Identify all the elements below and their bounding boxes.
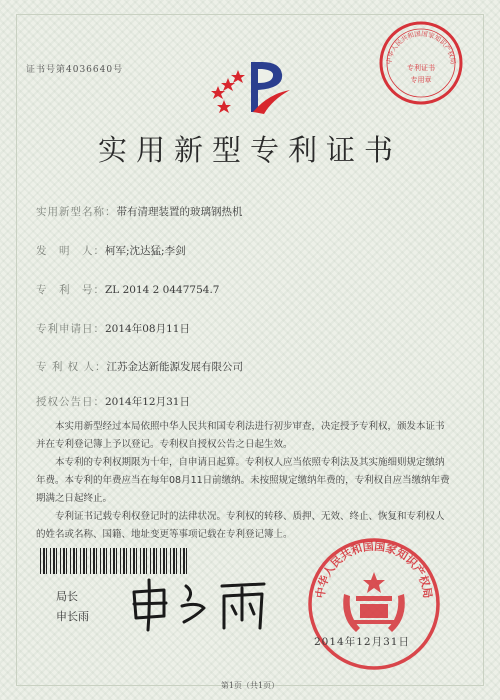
certificate-body-text [36,418,450,544]
field-label: 发 明 人： [36,245,105,257]
field-label: 专 利 权 人： [36,361,107,373]
certificate-title: 实用新型专利证书 [97,133,402,167]
field-inventors [36,243,186,258]
field-value: ZL 2014 2 0447754.7 [105,284,220,296]
body-paragraph: 本专利的专利权期限为十年，自申请日起算。专利权人应当依照专利法及其实施细则规定缴纳年费。本专利的年费应当在每年08月11日前缴纳。未按照规定缴纳年费的，专利权自应当缴纳年费期满之日起终止。 [36,457,450,504]
field-value: 柯军;沈达猛;李剑 [105,245,186,257]
field-label: 专 利 号： [36,284,105,296]
director-name: 申长雨 [56,610,89,623]
field-utility-model-name [36,204,243,219]
field-label: 专利申请日： [36,323,105,335]
field-patent-number [36,282,219,297]
official-seal-stamp [304,534,444,674]
director-signature [124,574,274,634]
svg-text:中华人民共和国国家知识产权局: 中华人民共和国国家知识产权局 [313,539,435,600]
field-value: 江苏金达新能源发展有限公司 [106,361,244,373]
page-number: 第1页（共1页） [220,681,280,690]
svg-text:中华人民共和国国家知识产权局: 中华人民共和国国家知识产权局 [384,29,458,65]
field-label: 授权公告日： [36,396,105,408]
field-application-date [36,321,190,336]
svg-text:专用章: 专用章 [410,76,432,84]
director-title: 局长 [56,590,78,603]
field-value: 带有清理装置的玻璃钢热机 [116,206,243,218]
issue-date: 2014年12月31日 [314,636,410,648]
body-paragraph: 专利证书记载专利权登记时的法律状况。专利权的转移、质押、无效、终止、恢复和专利权人的姓名或名称、国籍、地址变更等事项记载在专利登记簿上。 [36,511,445,540]
field-value: 2014年08月11日 [105,323,190,335]
field-patentee [36,359,243,374]
field-value: 2014年12月31日 [105,396,190,408]
svg-text:专利证书: 专利证书 [407,64,435,72]
certificate-number: 证书号第4036640号 [26,65,124,75]
field-label: 实用新型名称： [36,206,117,218]
barcode [40,548,188,574]
patent-office-emblem-icon [206,56,296,116]
field-grant-date [36,394,190,409]
body-paragraph: 本实用新型经过本局依照中华人民共和国专利法进行初步审查，决定授予专利权，颁发本证书并在专利登记簿上予以登记。专利权自授权公告之日起生效。 [36,421,445,450]
top-official-seal [378,20,464,106]
